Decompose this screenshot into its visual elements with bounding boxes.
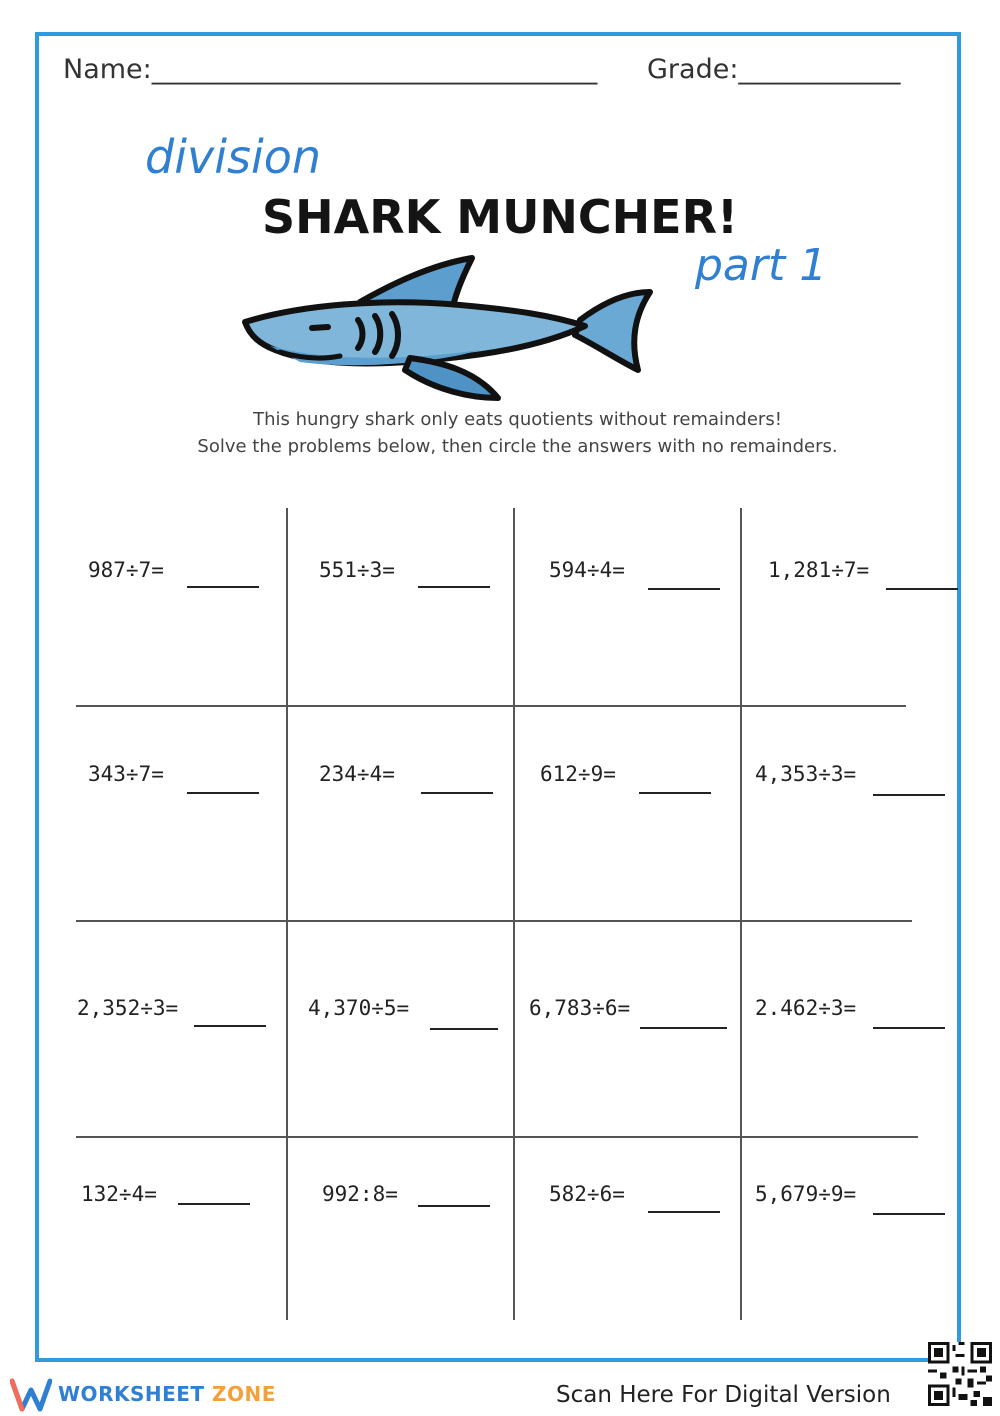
answer-blank[interactable]: [640, 1027, 727, 1029]
title-division: division: [145, 130, 322, 184]
grid-divider-vertical: [740, 508, 742, 1320]
answer-blank[interactable]: [648, 588, 720, 590]
answer-blank[interactable]: [648, 1211, 720, 1213]
division-problem: 551÷3=: [319, 558, 395, 582]
answer-blank[interactable]: [886, 588, 958, 590]
grid-divider-horizontal: [76, 1136, 918, 1138]
division-problem: 594÷4=: [549, 558, 625, 582]
division-problem: 992:8=: [322, 1182, 398, 1206]
brand-name-part-1: WORKSHEET: [58, 1382, 205, 1406]
grade-field-label: Grade:____________: [647, 54, 901, 85]
worksheetzone-logo-icon: [10, 1378, 52, 1412]
answer-blank[interactable]: [178, 1203, 250, 1205]
brand-name[interactable]: [58, 1382, 276, 1406]
shark-illustration: [240, 250, 660, 405]
grid-divider-horizontal: [76, 920, 912, 922]
answer-blank[interactable]: [418, 1205, 490, 1207]
division-problem: 1,281÷7=: [768, 558, 870, 582]
answer-blank[interactable]: [187, 586, 259, 588]
division-problem: 4,370÷5=: [308, 996, 410, 1020]
page-title: SHARK MUNCHER!: [261, 190, 738, 244]
name-field-label: Name:_________________________________: [63, 54, 598, 85]
division-problem: 343÷7=: [88, 762, 164, 786]
answer-blank[interactable]: [187, 792, 259, 794]
answer-blank[interactable]: [418, 586, 490, 588]
answer-blank[interactable]: [194, 1025, 266, 1027]
qr-code-icon[interactable]: [928, 1342, 992, 1406]
scan-prompt: Scan Here For Digital Version: [556, 1382, 891, 1408]
grid-divider-vertical: [513, 508, 515, 1320]
brand-name-part-2: ZONE: [212, 1382, 276, 1406]
division-problem: 987÷7=: [88, 558, 164, 582]
division-problem: 582÷6=: [549, 1182, 625, 1206]
answer-blank[interactable]: [873, 794, 945, 796]
division-problem: 132÷4=: [81, 1182, 157, 1206]
title-part: part 1: [695, 240, 828, 291]
answer-blank[interactable]: [430, 1028, 498, 1030]
grid-divider-horizontal: [76, 705, 906, 707]
division-problem: 2.462÷3=: [755, 996, 857, 1020]
instruction-line-2: Solve the problems below, then circle the answers with no remainders.: [197, 436, 838, 457]
answer-blank[interactable]: [421, 792, 493, 794]
division-problem: 234÷4=: [319, 762, 395, 786]
instruction-line-1: This hungry shark only eats quotients without remainders!: [253, 409, 782, 430]
division-problem: 6,783÷6=: [529, 996, 631, 1020]
division-problem: 2,352÷3=: [77, 996, 179, 1020]
division-problem: 612÷9=: [540, 762, 616, 786]
answer-blank[interactable]: [639, 792, 711, 794]
grid-divider-vertical: [286, 508, 288, 1320]
answer-blank[interactable]: [873, 1213, 945, 1215]
division-problem: 5,679÷9=: [755, 1182, 857, 1206]
division-problem: 4,353÷3=: [755, 762, 857, 786]
answer-blank[interactable]: [873, 1027, 945, 1029]
